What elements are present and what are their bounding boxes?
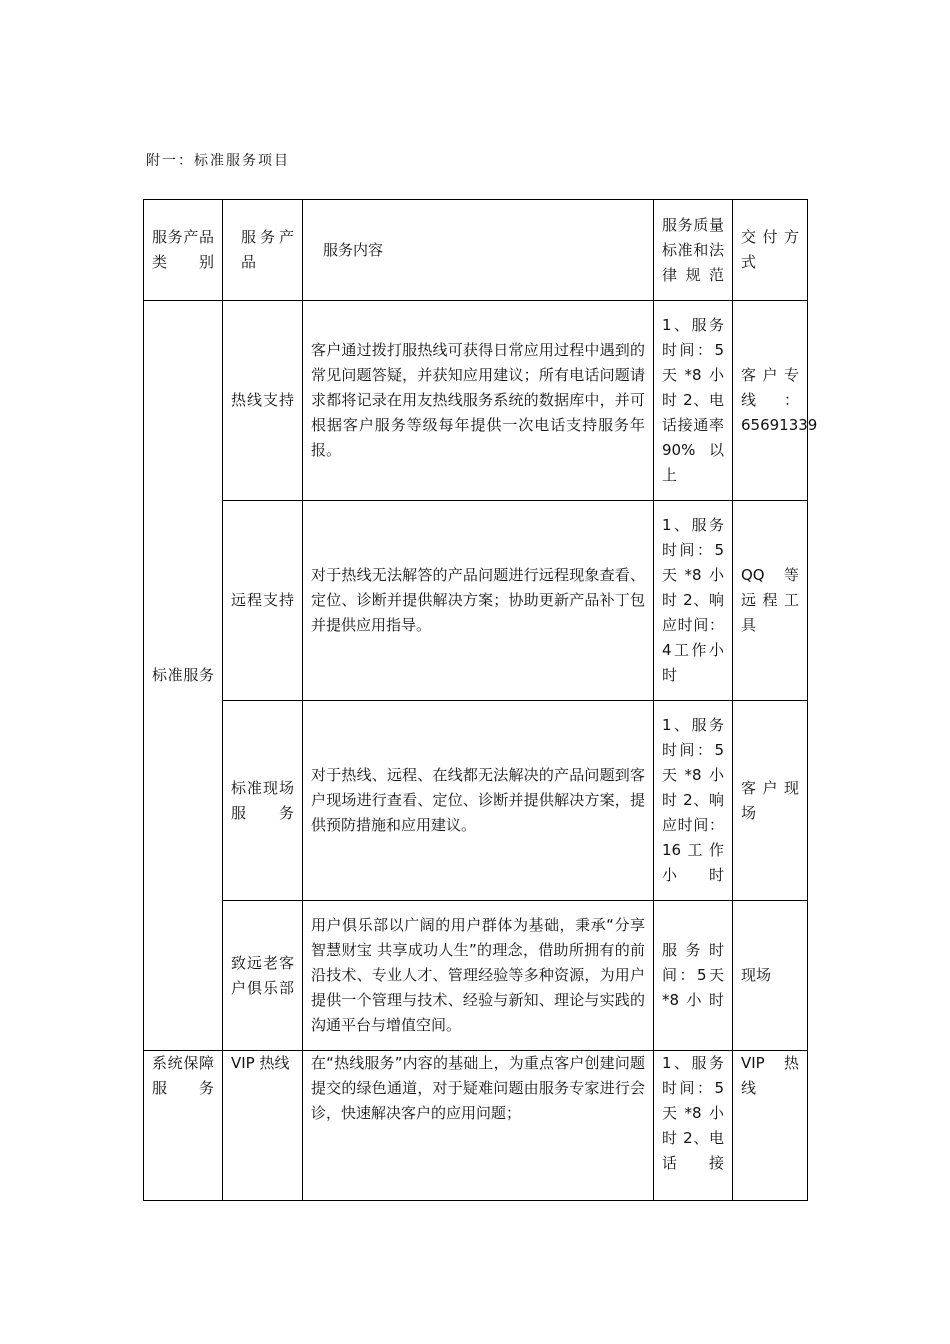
table-row [144, 1051, 808, 1201]
quality-cell: 1、服务时间：5天*8小时 2、电话接 [654, 1051, 733, 1201]
category-cell-standard: 标准服务 [144, 301, 223, 1051]
content-cell: 用户俱乐部以广阔的用户群体为基础，秉承“分享智慧财宝 共享成功人生”的理念，借助所拥有的前沿技术、专业人才、管理经验等多种资源，为用户提供一个管理与技术、经验与新知、理论与实践的沟通平台与增值空间。 [303, 901, 654, 1051]
delivery-cell: 现场 [733, 901, 808, 1051]
product-cell: VIP 热线 [223, 1051, 303, 1201]
product-cell: 热线支持 [223, 301, 303, 501]
content-cell: 对于热线、远程、在线都无法解决的产品问题到客户现场进行查看、定位、诊断并提供解决方案，提供预防措施和应用建议。 [303, 701, 654, 901]
table-row [144, 501, 808, 701]
category-cell-system: 系统保障服务 [144, 1051, 223, 1201]
table-row [144, 901, 808, 1051]
header-delivery: 交付方式 [733, 200, 808, 301]
table-row [144, 701, 808, 901]
table-header-row [144, 200, 808, 301]
delivery-cell: QQ 等远程工具 [733, 501, 808, 701]
delivery-cell: VIP 热线 [733, 1051, 808, 1201]
product-cell: 致远老客户俱乐部 [223, 901, 303, 1051]
table-row [144, 301, 808, 501]
header-content: 服务内容 [303, 200, 654, 301]
product-cell: 标准现场服务 [223, 701, 303, 901]
service-table [143, 199, 818, 1201]
product-cell: 远程支持 [223, 501, 303, 701]
header-quality: 服务质量标准和法律规范 [654, 200, 733, 301]
quality-cell: 1、服务时间：5天*8小时 2、响应时间：4工作小时 [654, 501, 733, 701]
header-category: 服务产品类别 [144, 200, 223, 301]
delivery-cell: 客户现场 [733, 701, 808, 901]
content-cell: 客户通过拨打服热线可获得日常应用过程中遇到的常见问题答疑，并获知应用建议；所有电话问题请求都将记录在用友热线服务系统的数据库中，并可根据客户服务等级每年提供一次电话支持服务年报。 [303, 301, 654, 501]
page-title: 附一：标准服务项目 [146, 153, 290, 169]
quality-cell: 服务时间：5天*8小时 [654, 901, 733, 1051]
quality-cell: 1、服务时间：5天*8小时 2、电话接通率90% 以上 [654, 301, 733, 501]
delivery-cell: 客户专线：65691339 [733, 301, 808, 501]
quality-cell: 1、服务时间：5天*8小时 2、响应时间：16工作小时 [654, 701, 733, 901]
content-cell: 在“热线服务”内容的基础上，为重点客户创建问题提交的绿色通道，对于疑难问题由服务专家进行会诊，快速解决客户的应用问题； [303, 1051, 654, 1201]
content-cell: 对于热线无法解答的产品问题进行远程现象查看、定位、诊断并提供解决方案；协助更新产品补丁包并提供应用指导。 [303, 501, 654, 701]
header-product: 服务产品 [223, 200, 303, 301]
